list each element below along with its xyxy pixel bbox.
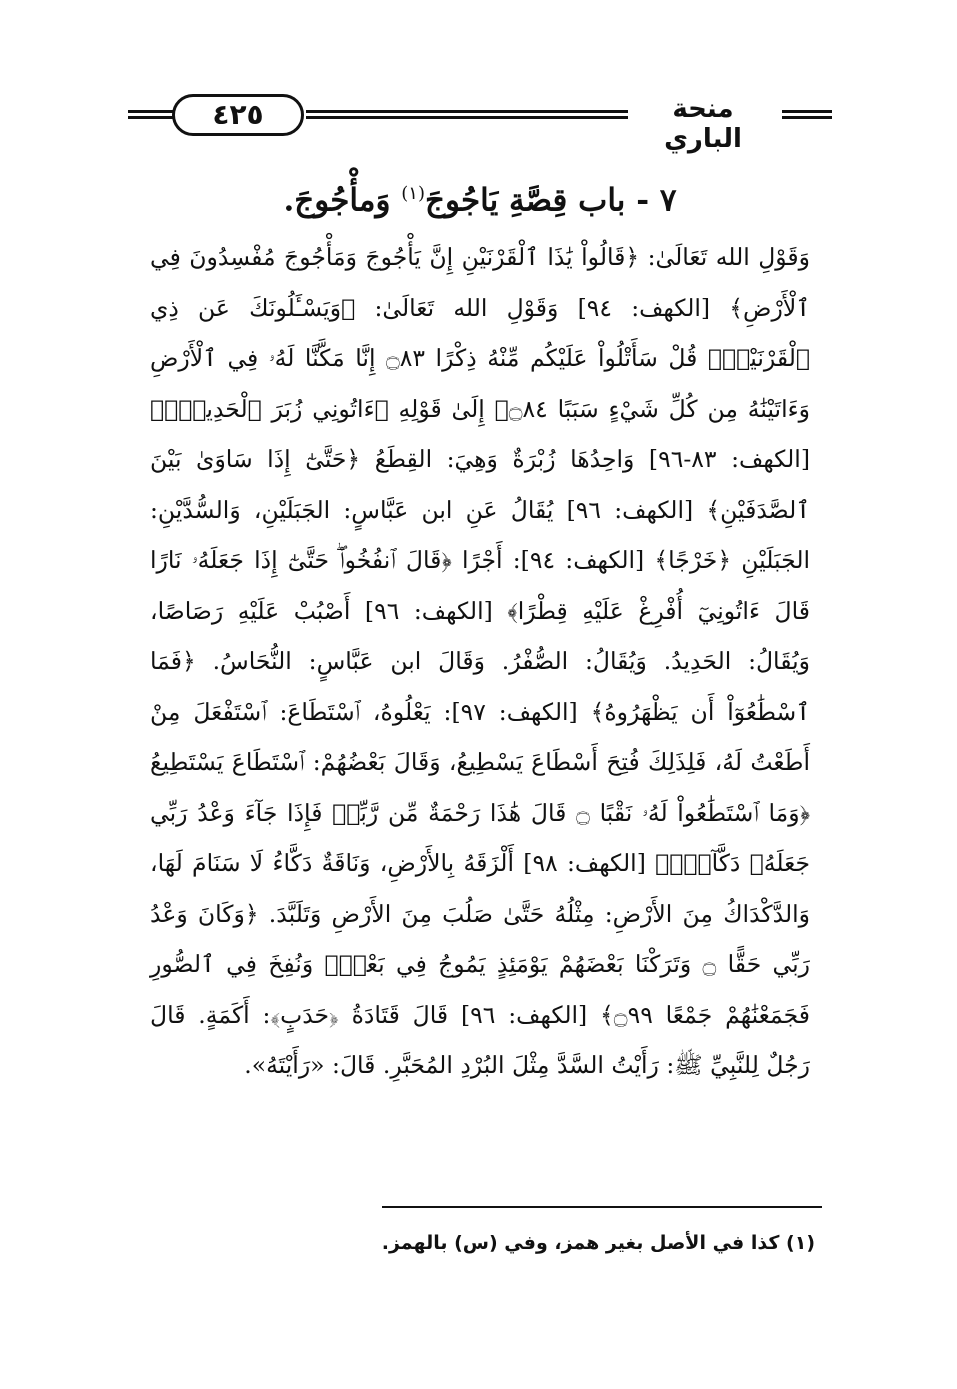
chapter-title-text: ٧ - باب قِصَّةِ يَاجُوجَ [424, 182, 677, 219]
page-number-badge [172, 94, 304, 136]
running-title: منحة الباري [664, 94, 742, 154]
footnote-marker: (١) [401, 183, 425, 204]
body-text [150, 232, 810, 1091]
footnote-divider [382, 1206, 822, 1208]
chapter-heading [120, 170, 840, 224]
footnote: (١) كذا في الأصل بغير همز، وفي (س) بالهمز. [381, 1232, 815, 1254]
page-header [120, 88, 840, 154]
page-number: ٤٢٥ [212, 98, 264, 131]
header-rule-right [782, 110, 832, 122]
body-paragraph: وَقَوْلِ الله تَعَالَىٰ: ﴿قَالُواْ يَٰذَا ٱلْقَرْنَيْنِ إِنَّ يَأْجُوجَ وَمَأْجُوجَ مُفْسِدُونَ فِي ٱلْأَرْضِ﴾ [الكهف: ٩٤] وَقَوْلِ الله تَعَالَىٰ: ﴿وَيَسْـَٔلُونَكَ عَن ذِي ٱلْقَرْنَيْنِۖ قُلْ سَأَتْلُواْ عَلَيْكُم مِّنْهُ ذِكْرًا ۝٨٣ إِنَّا مَكَّنَّا لَهُۥ فِي ٱلْأَرْضِ وَءَاتَيْنَٰهُ مِن كُلِّ شَيْءٍ سَبَبًا ۝٨٤﴾ إِلَىٰ قَوْلِهِ ﴿ءَاتُونِي زُبَرَ ٱلْحَدِيدِۖ﴾ [الكهف: ٨٣-٩٦] وَاحِدُهَا زُبْرَةٌ وَهِيَ: القِطَعُ ﴿حَتَّىٰٓ إِذَا سَاوَىٰ بَيْنَ ٱلصَّدَفَيْنِ﴾ [الكهف: ٩٦] يُقَالُ عَنِ ابن عَبَّاسٍ: الجَبَلَيْنِ، وَالسُّدَّيْنِ: الجَبَلَيْنِ ﴿خَرْجًا﴾ [الكهف: ٩٤]: أَجْرًا ﴿قَالَ ٱنفُخُواْۖ حَتَّىٰٓ إِذَا جَعَلَهُۥ نَارًا قَالَ ءَاتُونِيٓ أُفْرِغْ عَلَيْهِ قِطْرًا﴾ [الكهف: ٩٦] أَصْبُبْ عَلَيْهِ رَصَاصًا، وَيُقَالُ: الحَدِيدُ. وَيُقَالُ: الصُّفْرُ. وَقَالَ ابن عَبَّاسٍ: النُّحَاسُ. ﴿فَمَا ٱسْطَٰعُوٓاْ أَن يَظْهَرُوهُ﴾ [الكهف: ٩٧]: يَعْلُوهُ، ٱسْتَطَاعَ: ٱسْتَفْعَلَ مِنْ أَطَعْتُ لَهُ، فَلِذَلِكَ فُتِحَ أَسْطَاعَ يَسْطِيعُ، وَقَالَ بَعْضُهُمْ: ٱسْتَطَاعَ يَسْتَطِيعُ ﴿وَمَا ٱسْتَطَٰعُواْ لَهُۥ نَقْبًا ۝ قَالَ هَٰذَا رَحْمَةٌ مِّن رَّبِّيۖ فَإِذَا جَآءَ وَعْدُ رَبِّي جَعَلَهُۥ دَكَّآءَۖ﴾ [الكهف: ٩٨] أَلْزَقَهُ بِالأَرْضِ، وَنَاقَةٌ دَكَّاءُ لَا سَنَامَ لَهَا، وَالدَّكْدَاكُ مِنَ الأَرْضِ: مِثْلُهُ حَتَّىٰ صَلُبَ مِنَ الأَرْضِ وَتَلَبَّدَ. ﴿وَكَانَ وَعْدُ رَبِّي حَقًّا ۝ وَتَرَكْنَا بَعْضَهُمْ يَوْمَئِذٍ يَمُوجُ فِي بَعْضٍۖ وَنُفِخَ فِي ٱلصُّورِ فَجَمَعْنَٰهُمْ جَمْعًا ۝٩٩﴾ [الكهف: ٩٦] قَالَ قَتَادَةُ ﴿حَدَبٍ﴾: أَكَمَةٍ. قَالَ رَجُلٌ لِلنَّبِيِّ ﷺ: رَأَيْتُ السَّدَّ مِثْلَ البُرْدِ المُحَبَّرِ. قَالَ: «رَأَيْتَهُ». [150, 243, 811, 1079]
header-rule-middle [306, 110, 628, 122]
chapter-title-end: وَمأْجُوجَ. [283, 182, 402, 219]
